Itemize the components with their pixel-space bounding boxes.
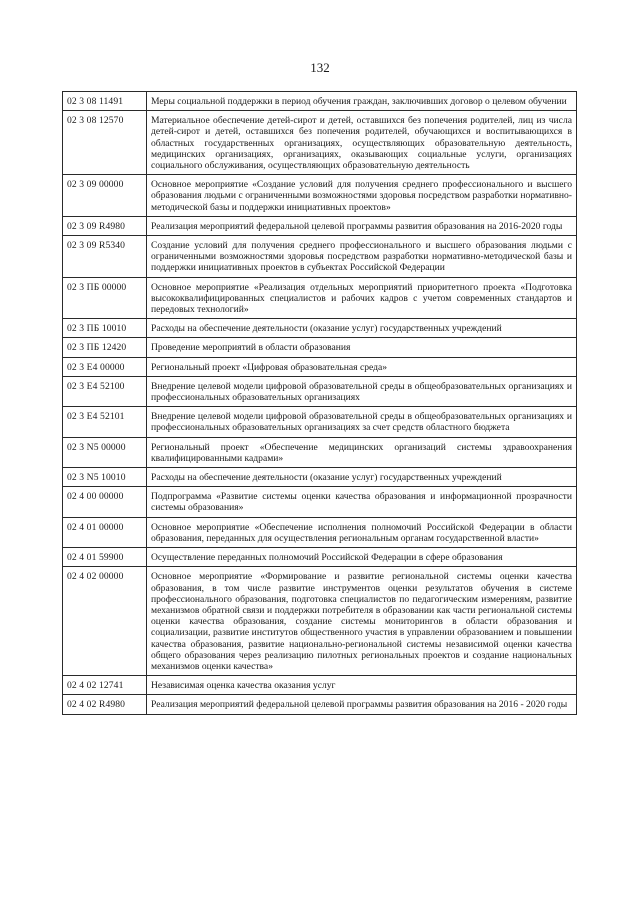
row-code: 02 3 N5 10010	[63, 468, 147, 487]
row-description: Расходы на обеспечение деятельности (оказание услуг) государственных учреждений	[147, 319, 577, 338]
table-row	[63, 277, 577, 319]
row-description: Основное мероприятие «Создание условий для получения среднего профессионального и высшего образования людьми с ограниченными возможностями здоровья посредством разработки нормативно-методической базы и поддержки инициативных проектов»	[147, 175, 577, 217]
table-row	[63, 357, 577, 376]
table-row	[63, 338, 577, 357]
row-description: Проведение мероприятий в области образования	[147, 338, 577, 357]
row-description: Реализация мероприятий федеральной целевой программы развития образования на 2016 - 2020 годы	[147, 695, 577, 714]
row-code: 02 3 Е4 00000	[63, 357, 147, 376]
row-description: Основное мероприятие «Формирование и развитие региональной системы оценки качества образования, в том числе развитие инструментов оценки результатов обучения в системе профессионального образования, подготовка специалистов по педагогическим измерениям, развитие механизмов обратной связи и поддержки потребителя в образовании как части региональной системы оценки качества образования, создание системы мониторингов в области образования и социализации, развитие институтов общественного участия в управлении образованием и повышении качества образования, развитие национально-региональной системы независимой оценки качества общего образования через реализацию пилотных региональных проектов и создание национальных механизмов оценки качества»	[147, 567, 577, 676]
table-row	[63, 517, 577, 547]
row-description: Региональный проект «Цифровая образовательная среда»	[147, 357, 577, 376]
row-code: 02 4 00 00000	[63, 487, 147, 517]
row-code: 02 4 02 12741	[63, 676, 147, 695]
row-description: Региональный проект «Обеспечение медицинских организаций системы здравоохранения квалифицированными кадрами»	[147, 437, 577, 467]
row-code: 02 3 ПБ 12420	[63, 338, 147, 357]
table-row	[63, 437, 577, 467]
table-row	[63, 376, 577, 406]
row-description: Реализация мероприятий федеральной целевой программы развития образования на 2016-2020 годы	[147, 216, 577, 235]
table-row	[63, 676, 577, 695]
table-row	[63, 319, 577, 338]
row-description: Осуществление переданных полномочий Российской Федерации в сфере образования	[147, 548, 577, 567]
row-description: Меры социальной поддержки в период обучения граждан, заключивших договор о целевом обучении	[147, 92, 577, 111]
table-row	[63, 236, 577, 278]
row-code: 02 3 09 R5340	[63, 236, 147, 278]
row-code: 02 4 02 R4980	[63, 695, 147, 714]
row-code: 02 4 01 59900	[63, 548, 147, 567]
row-code: 02 3 ПБ 10010	[63, 319, 147, 338]
row-description: Подпрограмма «Развитие системы оценки качества образования и информационной прозрачности системы образования»	[147, 487, 577, 517]
row-code: 02 3 Е4 52100	[63, 376, 147, 406]
row-code: 02 3 08 11491	[63, 92, 147, 111]
row-description: Независимая оценка качества оказания услуг	[147, 676, 577, 695]
row-code: 02 3 ПБ 00000	[63, 277, 147, 319]
row-code: 02 3 09 R4980	[63, 216, 147, 235]
row-code: 02 4 01 00000	[63, 517, 147, 547]
table-row	[63, 695, 577, 714]
row-description: Расходы на обеспечение деятельности (оказание услуг) государственных учреждений	[147, 468, 577, 487]
row-description: Внедрение целевой модели цифровой образовательной среды в общеобразовательных организациях и профессиональных образовательных организациях за счет средств областного бюджета	[147, 407, 577, 437]
row-code: 02 4 02 00000	[63, 567, 147, 676]
row-description: Основное мероприятие «Обеспечение исполнения полномочий Российской Федерации в области образования, переданных для осуществления региональным органам государственной власти»	[147, 517, 577, 547]
row-description: Создание условий для получения среднего профессионального и высшего образования людьми с ограниченными возможностями здоровья посредством разработки нормативно-методической базы и поддержки инициативных проектов в субъектах Российской Федерации	[147, 236, 577, 278]
table-row	[63, 111, 577, 175]
table-row	[63, 468, 577, 487]
table-row	[63, 407, 577, 437]
row-code: 02 3 N5 00000	[63, 437, 147, 467]
table-row	[63, 548, 577, 567]
row-description: Материальное обеспечение детей-сирот и детей, оставшихся без попечения родителей, лиц из числа детей-сирот и детей, оставшихся без попечения родителей, обучающихся и воспитывающихся в областных государственных организациях, осуществляющих образовательную деятельность, медицинских организациях, организациях, оказывающих социальные услуги, организациях социального обслуживания, осуществляющих образовательную деятельность	[147, 111, 577, 175]
row-code: 02 3 08 12570	[63, 111, 147, 175]
table-row	[63, 567, 577, 676]
row-description: Основное мероприятие «Реализация отдельных мероприятий приоритетного проекта «Подготовка высококвалифицированных специалистов и рабочих кадров с учетом современных стандартов и передовых технологий»	[147, 277, 577, 319]
table-row	[63, 216, 577, 235]
row-description: Внедрение целевой модели цифровой образовательной среды в общеобразовательных организациях и профессиональных образовательных организациях	[147, 376, 577, 406]
row-code: 02 3 09 00000	[63, 175, 147, 217]
budget-classification-table	[62, 91, 577, 715]
table-row	[63, 92, 577, 111]
page-number: 132	[310, 60, 330, 75]
row-code: 02 3 Е4 52101	[63, 407, 147, 437]
table-row	[63, 487, 577, 517]
table-row	[63, 175, 577, 217]
